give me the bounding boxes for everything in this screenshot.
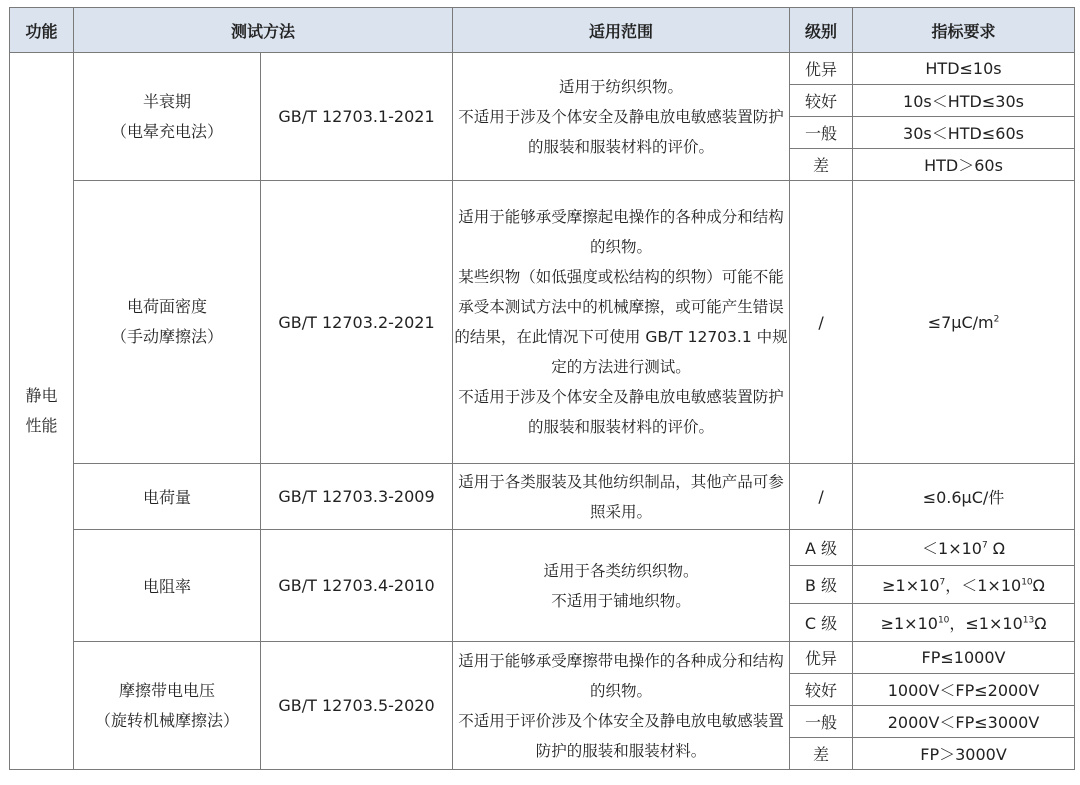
requirement-cell: 30s＜HTD≤60s bbox=[853, 117, 1075, 149]
grade-cell: / bbox=[790, 181, 853, 464]
method-name-cell: 电荷量 bbox=[74, 464, 261, 530]
requirement-cell: HTD≤10s bbox=[853, 53, 1075, 85]
header-grade: 级别 bbox=[790, 8, 853, 53]
scope-cell bbox=[453, 181, 790, 464]
grade-cell: 优异 bbox=[790, 53, 853, 85]
method-name-line: 电荷面密度 bbox=[126, 297, 207, 316]
requirement-text: ≥1×10 bbox=[880, 614, 938, 633]
grade-cell: 差 bbox=[790, 738, 853, 770]
grade-cell: C 级 bbox=[790, 604, 853, 642]
scope-line: 某些织物（如低强度或松结构的织物）可能不能承受本测试方法中的机械摩擦，或可能产生错误的结果，在此情况下可使用 GB/T 12703.1 中规定的方法进行测试。 bbox=[454, 268, 788, 376]
scope-line: 不适用于涉及个体安全及静电放电敏感装置防护的服装和服装材料的评价。 bbox=[458, 107, 784, 156]
grade-cell: B 级 bbox=[790, 566, 853, 604]
requirement-text: Ω bbox=[1034, 614, 1047, 633]
table-row bbox=[10, 530, 1075, 566]
header-requirement: 指标要求 bbox=[853, 8, 1075, 53]
scope-line: 适用于能够承受摩擦带电操作的各种成分和结构的织物。 bbox=[458, 651, 784, 700]
table-row bbox=[10, 53, 1075, 85]
method-name-cell bbox=[74, 53, 261, 181]
method-name-line: 摩擦带电电压 bbox=[118, 680, 215, 700]
requirement-text: ，≤1×10 bbox=[949, 614, 1023, 633]
method-name-cell bbox=[74, 181, 261, 464]
scope-line: 适用于各类服装及其他纺织制品，其他产品可参照采用。 bbox=[458, 472, 784, 521]
requirement-exponent: 10 bbox=[1021, 577, 1033, 588]
requirement-exponent: 7 bbox=[939, 577, 946, 588]
function-cell bbox=[10, 53, 74, 770]
requirement-cell: FP≤1000V bbox=[853, 642, 1075, 674]
grade-cell: 较好 bbox=[790, 85, 853, 117]
header-function: 功能 bbox=[10, 8, 74, 53]
requirement-cell bbox=[853, 566, 1075, 604]
scope-line: 不适用于涉及个体安全及静电放电敏感装置防护的服装和服装材料的评价。 bbox=[458, 388, 784, 436]
requirement-cell bbox=[853, 530, 1075, 566]
method-name-cell: 电阻率 bbox=[74, 530, 261, 642]
table-row bbox=[10, 181, 1075, 464]
requirement-text: Ω bbox=[987, 539, 1006, 558]
requirement-cell: FP＞3000V bbox=[853, 738, 1075, 770]
standard-code: GB/T 12703.2-2021 bbox=[261, 181, 453, 464]
method-name-cell bbox=[74, 642, 261, 770]
method-name-line: （手动摩擦法） bbox=[110, 327, 223, 346]
header-row bbox=[10, 8, 1075, 53]
requirement-cell: 1000V＜FP≤2000V bbox=[853, 674, 1075, 706]
scope-line: 不适用于铺地织物。 bbox=[551, 591, 691, 610]
scope-cell bbox=[453, 53, 790, 181]
requirement-text: Ω bbox=[1032, 576, 1045, 595]
requirement-cell: HTD＞60s bbox=[853, 149, 1075, 181]
method-name-line: （电晕充电法） bbox=[110, 121, 223, 141]
grade-cell: / bbox=[790, 464, 853, 530]
scope-line: 适用于能够承受摩擦起电操作的各种成分和结构的织物。 bbox=[458, 208, 784, 256]
scope-line: 适用于各类纺织织物。 bbox=[543, 561, 699, 580]
grade-cell: 较好 bbox=[790, 674, 853, 706]
standard-code: GB/T 12703.5-2020 bbox=[261, 642, 453, 770]
grade-cell: 一般 bbox=[790, 706, 853, 738]
scope-line: 适用于纺织织物。 bbox=[559, 77, 684, 96]
table-row bbox=[10, 464, 1075, 530]
requirement-exponent: 13 bbox=[1022, 615, 1035, 626]
requirement-text: ≥1×10 bbox=[882, 576, 940, 595]
method-name-line: （旋转机械摩擦法） bbox=[94, 710, 239, 730]
requirement-exponent: 7 bbox=[981, 540, 988, 551]
requirement-text: ≤7μC/m bbox=[927, 312, 994, 332]
standard-code: GB/T 12703.4-2010 bbox=[261, 530, 453, 642]
grade-cell: 一般 bbox=[790, 117, 853, 149]
requirement-cell: 2000V＜FP≤3000V bbox=[853, 706, 1075, 738]
grade-cell: A 级 bbox=[790, 530, 853, 566]
header-scope: 适用范围 bbox=[453, 8, 790, 53]
requirement-cell bbox=[853, 604, 1075, 642]
grade-cell: 差 bbox=[790, 149, 853, 181]
requirement-exponent: 10 bbox=[937, 615, 950, 626]
scope-cell bbox=[453, 464, 790, 530]
function-label-line: 静电 bbox=[25, 386, 58, 405]
requirement-exponent: 2 bbox=[993, 314, 1000, 325]
standards-table bbox=[9, 7, 1075, 770]
standard-code: GB/T 12703.3-2009 bbox=[261, 464, 453, 530]
scope-cell bbox=[453, 642, 790, 770]
requirement-cell: ≤0.6μC/件 bbox=[853, 464, 1075, 530]
function-label-line: 性能 bbox=[25, 416, 58, 435]
requirement-cell: 10s＜HTD≤30s bbox=[853, 85, 1075, 117]
requirement-text: ，＜1×10 bbox=[945, 576, 1022, 595]
table-row bbox=[10, 642, 1075, 674]
requirement-text: ＜1×10 bbox=[922, 539, 982, 558]
standard-code: GB/T 12703.1-2021 bbox=[261, 53, 453, 181]
header-method: 测试方法 bbox=[74, 8, 453, 53]
method-name-line: 半衰期 bbox=[142, 91, 191, 111]
scope-cell bbox=[453, 530, 790, 642]
requirement-cell bbox=[853, 181, 1075, 464]
scope-line: 不适用于评价涉及个体安全及静电放电敏感装置防护的服装和服装材料。 bbox=[458, 711, 784, 760]
grade-cell: 优异 bbox=[790, 642, 853, 674]
